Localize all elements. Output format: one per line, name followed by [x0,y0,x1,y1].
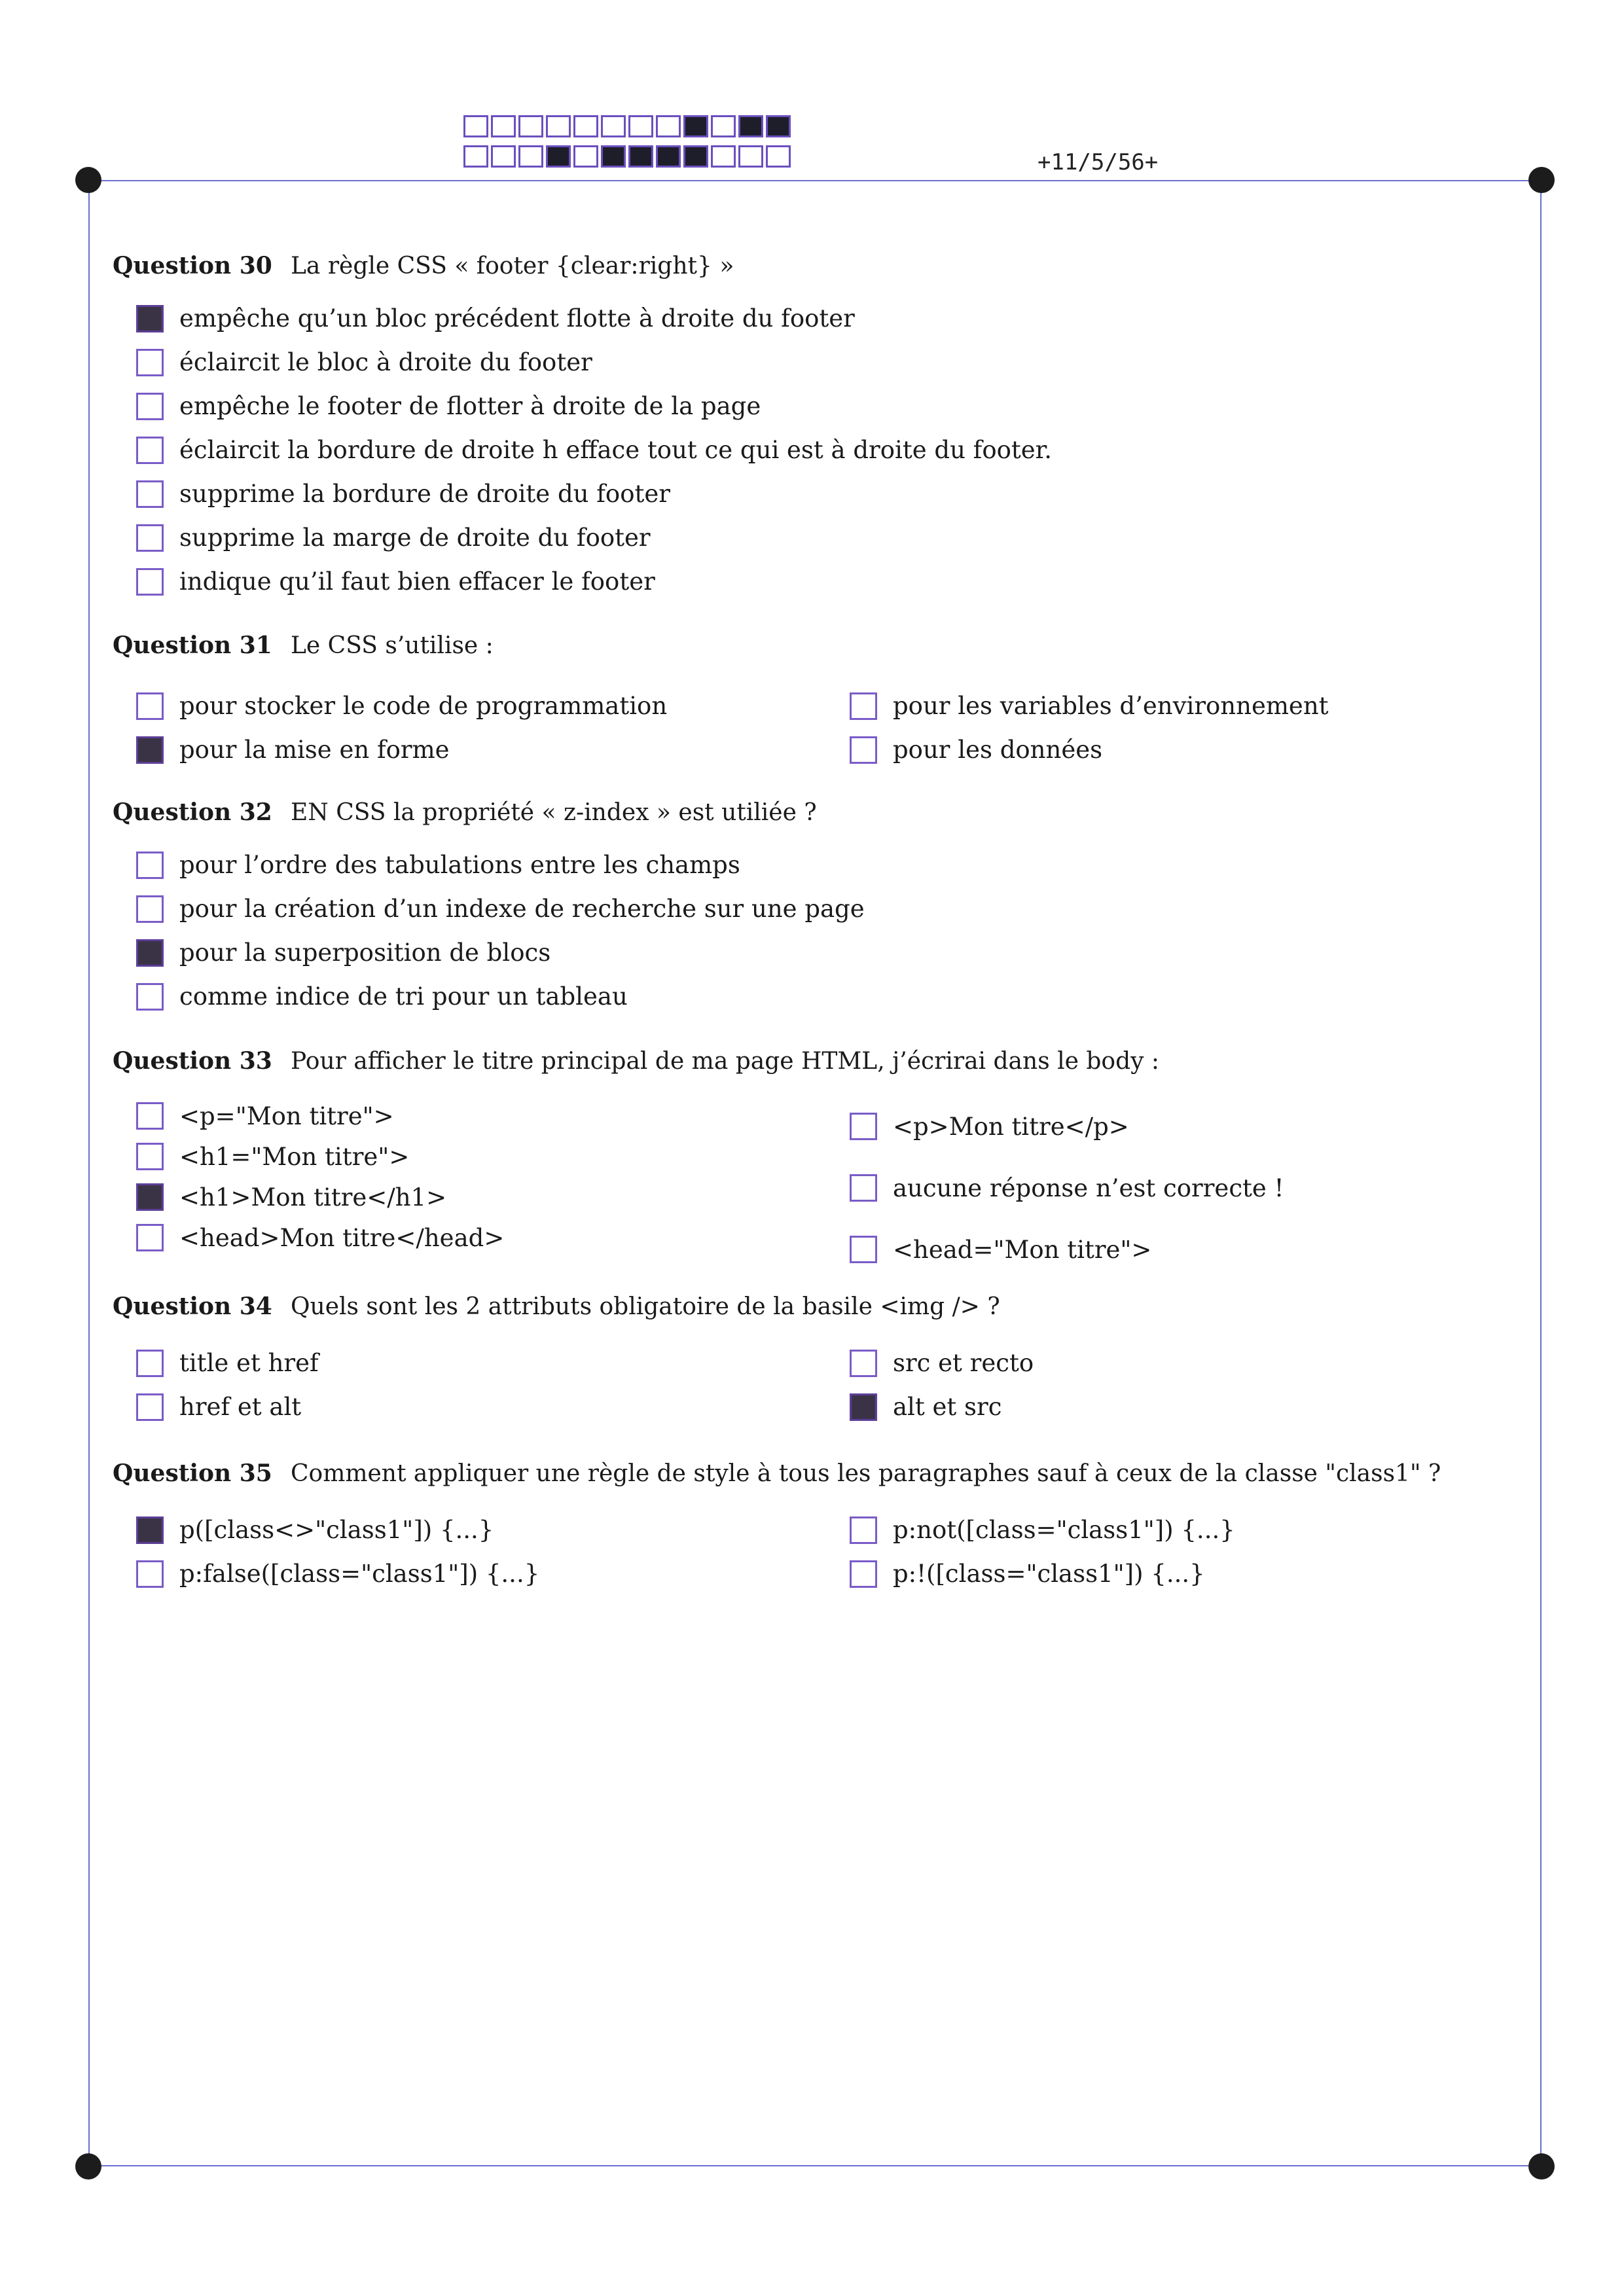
answer-option[interactable] [136,1136,850,1177]
checkbox[interactable] [136,692,164,720]
question-number: Question 34 [113,1293,272,1320]
checkbox[interactable] [136,480,164,508]
checkbox[interactable] [850,736,877,764]
answer-option[interactable] [136,340,1052,384]
code-cell [766,145,791,168]
answer-label: éclaircit la bordure de droite h efface tout ce qui est à droite du footer. [179,436,1053,464]
answer-label: <p>Mon titre</p> [893,1112,1129,1141]
answer-option[interactable] [136,1096,850,1136]
checkbox[interactable] [136,1350,164,1377]
answer-option[interactable] [136,887,865,931]
question-number: Question 33 [113,1047,272,1075]
question-number: Question 35 [113,1460,272,1487]
answer-option[interactable] [136,428,1052,472]
answer-label: pour la superposition de blocs [179,939,551,967]
code-cell [518,115,543,137]
question-text: EN CSS la propriété « z-index » est utiliée ? [291,799,817,826]
checkbox[interactable] [850,1560,877,1588]
question-number: Question 32 [113,798,272,826]
code-cell [683,115,708,137]
answer-label: <h1="Mon titre"> [179,1142,410,1171]
answer-option[interactable] [136,728,850,772]
code-cell [491,145,516,168]
answer-option[interactable] [136,296,1052,340]
question-35 [113,1460,1441,1596]
answer-label: href et alt [179,1393,302,1421]
question-text: Le CSS s’utilise : [291,632,494,659]
question-32 [113,798,865,1018]
id-code-row-1 [463,115,793,137]
answer-label: pour la mise en forme [179,736,450,764]
checkbox[interactable] [136,393,164,420]
checkbox-checked[interactable] [136,736,164,764]
checkbox-checked[interactable] [136,1183,164,1211]
answer-label: p:!([class="class1"]) {...} [893,1560,1205,1588]
checkbox[interactable] [850,1350,877,1377]
question-30 [113,252,1052,603]
answer-label: indique qu’il faut bien effacer le footer [179,567,655,596]
answer-label: p([class<>"class1"]) {...} [179,1516,494,1544]
checkbox[interactable] [136,895,164,923]
page-id: +11/5/56+ [1038,149,1159,175]
code-cell [656,115,681,137]
checkbox[interactable] [850,1113,877,1140]
checkbox[interactable] [136,1143,164,1170]
code-cell [711,145,736,168]
answer-option[interactable] [136,516,1052,560]
corner-mark-bottom-left [75,2153,101,2179]
code-cell [546,145,571,168]
answer-option[interactable] [850,1096,1284,1157]
answer-label: pour stocker le code de programmation [179,692,668,720]
checkbox[interactable] [850,1516,877,1544]
corner-mark-top-right [1528,167,1555,193]
checkbox[interactable] [136,568,164,596]
code-cell [491,115,516,137]
question-text: Quels sont les 2 attributs obligatoire de la basile <img /> ? [291,1293,1000,1320]
answer-option[interactable] [136,384,1052,428]
code-cell [518,145,543,168]
checkbox[interactable] [136,1560,164,1588]
answer-option[interactable] [850,1157,1284,1219]
checkbox[interactable] [136,437,164,464]
answer-label: src et recto [893,1349,1034,1377]
answer-label: p:false([class="class1"]) {...} [179,1560,540,1588]
answer-option[interactable] [136,975,865,1018]
code-cell [573,115,598,137]
checkbox[interactable] [850,1236,877,1263]
question-33 [113,1047,1284,1280]
checkbox[interactable] [850,1174,877,1202]
answer-option[interactable] [136,1341,850,1385]
answer-label: supprime la marge de droite du footer [179,524,651,552]
code-cell [738,115,763,137]
answer-label: aucune réponse n’est correcte ! [893,1174,1284,1202]
answer-label: alt et src [893,1393,1002,1421]
checkbox-checked[interactable] [850,1393,877,1421]
answer-label: pour la création d’un indexe de recherche sur une page [179,895,865,923]
answer-label: comme indice de tri pour un tableau [179,982,628,1011]
checkbox[interactable] [136,1102,164,1130]
answer-option[interactable] [136,684,850,728]
question-31 [113,632,1329,772]
answer-option[interactable] [850,1219,1284,1280]
answer-label: <p="Mon titre"> [179,1102,394,1130]
answer-option[interactable] [850,1552,1235,1596]
checkbox[interactable] [136,1393,164,1421]
answer-option[interactable] [136,843,865,887]
question-text: La règle CSS « footer {clear:right} » [291,253,734,279]
answer-option[interactable] [136,931,865,975]
checkbox[interactable] [136,349,164,376]
checkbox[interactable] [136,852,164,879]
checkbox-checked[interactable] [136,305,164,332]
answer-label: <h1>Mon titre</h1> [179,1183,447,1211]
code-cell [738,145,763,168]
checkbox[interactable] [136,1224,164,1251]
checkbox-checked[interactable] [136,1516,164,1544]
answer-label: supprime la bordure de droite du footer [179,480,670,508]
code-cell [601,115,626,137]
code-cell [656,145,681,168]
checkbox[interactable] [850,692,877,720]
code-cell [628,145,653,168]
code-cell [711,115,736,137]
answer-label: éclaircit le bloc à droite du footer [179,348,592,376]
answer-label: <head>Mon titre</head> [179,1223,505,1252]
answer-option[interactable] [136,1217,850,1258]
answer-label: <head="Mon titre"> [893,1235,1152,1264]
code-cell [573,145,598,168]
answer-label: empêche le footer de flotter à droite de la page [179,392,761,420]
checkbox-checked[interactable] [136,939,164,967]
answer-option[interactable] [136,1385,850,1429]
question-text: Comment appliquer une règle de style à tous les paragraphes sauf à ceux de la classe "class1" ? [291,1460,1441,1487]
checkbox[interactable] [136,983,164,1011]
answer-label: title et href [179,1349,319,1377]
code-cell [628,115,653,137]
code-cell [766,115,791,137]
question-number: Question 30 [113,252,272,279]
answer-option[interactable] [136,1552,850,1596]
question-34 [113,1293,1034,1429]
answer-option[interactable] [136,472,1052,516]
answer-label: p:not([class="class1"]) {...} [893,1516,1235,1544]
answer-option[interactable] [136,1177,850,1217]
answer-label: pour l’ordre des tabulations entre les champs [179,851,740,879]
answer-label: pour les données [893,736,1103,764]
code-cell [683,145,708,168]
question-number: Question 31 [113,632,272,659]
answer-option[interactable] [850,1341,1034,1385]
answer-option[interactable] [136,1508,850,1552]
code-cell [463,115,488,137]
answer-label: pour les variables d’environnement [893,692,1329,720]
corner-mark-bottom-right [1528,2153,1555,2179]
code-cell [601,145,626,168]
answer-option[interactable] [850,1385,1034,1429]
answer-option[interactable] [136,560,1052,603]
corner-mark-top-left [75,167,101,193]
checkbox[interactable] [136,524,164,552]
answer-label: empêche qu’un bloc précédent flotte à droite du footer [179,304,855,332]
code-cell [463,145,488,168]
answer-option[interactable] [850,684,1329,728]
code-cell [546,115,571,137]
answer-option[interactable] [850,1508,1235,1552]
question-text: Pour afficher le titre principal de ma page HTML, j’écrirai dans le body : [291,1048,1160,1075]
id-code-row-2 [463,145,793,168]
answer-option[interactable] [850,728,1329,772]
